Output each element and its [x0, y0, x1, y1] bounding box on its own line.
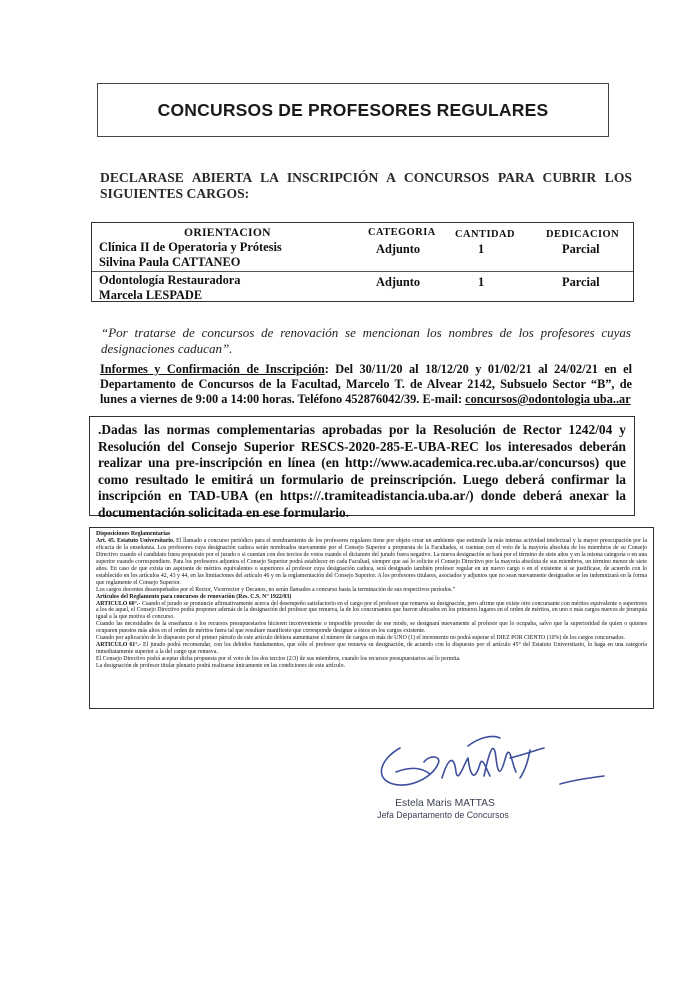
title-box [97, 83, 609, 137]
art45-extra: Los cargos docentes desempeñados por el Rector, Vicerrector y Decanos, no serán llamados a concurso hasta la terminación de sus respectivos períodos.” [96, 586, 456, 593]
handwritten-signature [360, 728, 620, 798]
disposiciones-box [89, 527, 654, 709]
art60-label: ARTICULO 60°.- [96, 600, 141, 607]
table-row [92, 240, 633, 272]
informes-label: Informes y Confirmación de Inscripción [100, 362, 325, 376]
cantidad-cell: 1 [478, 275, 485, 289]
disposiciones-heading: Disposiciones Reglamentarias [96, 531, 171, 537]
row-divider [92, 271, 633, 272]
orientacion-cell: Odontología Restauradora [99, 273, 241, 287]
column-header-dedicacion: DEDICACION [546, 229, 620, 240]
informes-paragraph [100, 362, 632, 407]
profesor-cell: Marcela LESPADE [99, 288, 203, 302]
art45-text: El llamado a concurso periódico para el nombramiento de los profesores regulares tiene por objeto crear un ambiente que estimule la más intensa actividad intelectual y la mayor preocupación por la eficacia de la enseñanza. Los profesores cuya designación caduca serán nombrados nuevamente por el Consejo Superior a propuesta de la Facultades, si cuentan con el voto de la mayoría absoluta de los miembros de su Consejo Directivo cuando el candidato fuera propuesto por el jurado o si cuentan con dos tercios de votos cuando el dictamen del jurado fuera negativo. La nueva designación se hará por el término de siete años y en la misma categoría o en una superior cuando correspondiere. Para los profesores adjuntos el Consejo Superior podrá establecer en cada Facultad, siempre que así lo solicite el Consejo Directivo por la mayoría absoluta de sus miembros, un término menor de siete años. En caso de que exista un aspirante de méritos equivalentes o superiores al profesor cuya designación caduca, será designado también profesor regular en un nuevo cargo o en el existente si se justificase, de acuerdo con lo establecido en los artículos 42, 43 y 44, en las limitaciones del artículo 46 y en la reglamentación del Consejo Superior. A los profesores titulares, asociados y adjuntos que no sean nuevamente designados se les indemnizará en la forma que reglamente el Consejo Superior. [96, 537, 647, 586]
art61-paragraph-3: La designación de profesor titular plenario podrá realizarse únicamente en las condiciones de este artículo. [96, 663, 346, 670]
orientacion-cell: Clínica II de Operatoria y Prótesis [99, 240, 282, 254]
dedicacion-cell: Parcial [562, 275, 600, 289]
norms-box [89, 416, 635, 520]
art61-paragraph-2: El Consejo Directivo podrá aceptar dicha propuesta por el voto de los dos tercios (2/3) de sus miembros, cuando los recursos presupuestarios así lo permita. [96, 656, 461, 663]
profesor-cell: Silvina Paula CATTANEO [99, 255, 241, 269]
positions-table [91, 222, 634, 302]
categoria-cell: Adjunto [376, 275, 421, 289]
art60-paragraph-2: Cuando las necesidades de la enseñanza o los recursos presupuestarios hicieren inconveniente o imposible proceder de ese modo, se designará nuevamente al profesor que lo ocupaba, salvo que la superioridad de quien o quienes ocuparen puestos más altos en el orden de méritos fuera tal que resultare manifiesto que corresponde designar a éstos en los cargos existente. [96, 621, 647, 635]
art60-text: Cuando el jurado se pronuncie afirmativamente acerca del desempeño satisfactorio en el cargo por el profesor que renueva su designación, pero afirme que existe otro concursante con méritos equivalente o superiores a los de aquel, el Consejo Directivo podrá proponer además de la designación del profesor que renueva, la de los concursantes que fueron ubicados en los primeros lugares en el orden de méritos, en uno o más cargos nuevos de jerarquía igual a la que motiva el concurso. [96, 600, 648, 621]
art60-paragraph-3: Cuando por aplicación de lo dispuesto por el primer párrafo de este artículo debiera aumentarse el número de cargos en más de UNO (1) el incremento no podrá superar el DIEZ POR CIENTO (10%) de los cargos concursados. [96, 635, 626, 642]
art45-label: Art. 45. Estatuto Universitario. [96, 537, 175, 544]
renewal-note: “Por tratarse de concursos de renovación se mencionan los nombres de los profesores cuyas designaciones caducan”. [101, 325, 631, 356]
signer-role: Jefa Departamento de Concursos [377, 810, 509, 820]
cantidad-cell: 1 [478, 242, 485, 256]
categoria-cell: Adjunto [376, 242, 421, 256]
declaration-text: DECLARASE ABIERTA LA INSCRIPCIÓN A CONCURSOS PARA CUBRIR LOS SIGUIENTES CARGOS: [100, 170, 632, 201]
art61-text: El jurado podrá recomendar, con los debidos fundamentos, que sólo el profesor que renueva su designación, de acuerdo con lo dispuesto por el artículo 45° del Estatuto Universitario, lo haga en una categoría inmediatamente superior a la del cargo que renueva. [96, 642, 647, 656]
email-link[interactable]: concursos@odontologia uba..ar [465, 392, 631, 406]
page-title: CONCURSOS DE PROFESORES REGULARES [157, 99, 549, 120]
signer-name: Estela Maris MATTAS [395, 798, 495, 809]
reglamento-heading: Artículos del Reglamento para concursos de renovación (Res. C.S. N° 1922/03) [96, 593, 292, 600]
column-header-orientacion: ORIENTACION [184, 226, 271, 239]
signature-strokes [381, 736, 604, 785]
informes-text: : Del 30/11/20 al 18/12/20 y 01/02/21 al 24/02/21 en el Departamento de Concursos de la Facultad, Marcelo T. de Alvear 2142, Subsuelo Sector “B”, de lunes a viernes de 9:00 a 14:00 horas. Teléfono 452876042/39. E-mail: [100, 362, 632, 406]
norms-text: .Dadas las normas complementarias aprobadas por la Resolución de Rector 1242/04 y Resolución del Consejo Superior RESCS-2020-285-E-UBA-REC los interesados deberán realizar una pre-inscripción en línea (en http://www.academica.rec.uba.ar/concursos) que como resultado le emitirá un formulario de preinscripción. Luego deberá confirmar la inscripción en TAD-UBA (en https://.tramiteadistancia.uba.ar/) donde deberá anexar la documentación solicitada en ese formulario. [98, 422, 626, 520]
column-header-cantidad: CANTIDAD [455, 229, 515, 240]
column-header-categoria: CATEGORIA [368, 227, 436, 238]
table-row [92, 273, 633, 301]
dedicacion-cell: Parcial [562, 242, 600, 256]
art61-label: ARTICULO 61°.- [96, 642, 141, 649]
